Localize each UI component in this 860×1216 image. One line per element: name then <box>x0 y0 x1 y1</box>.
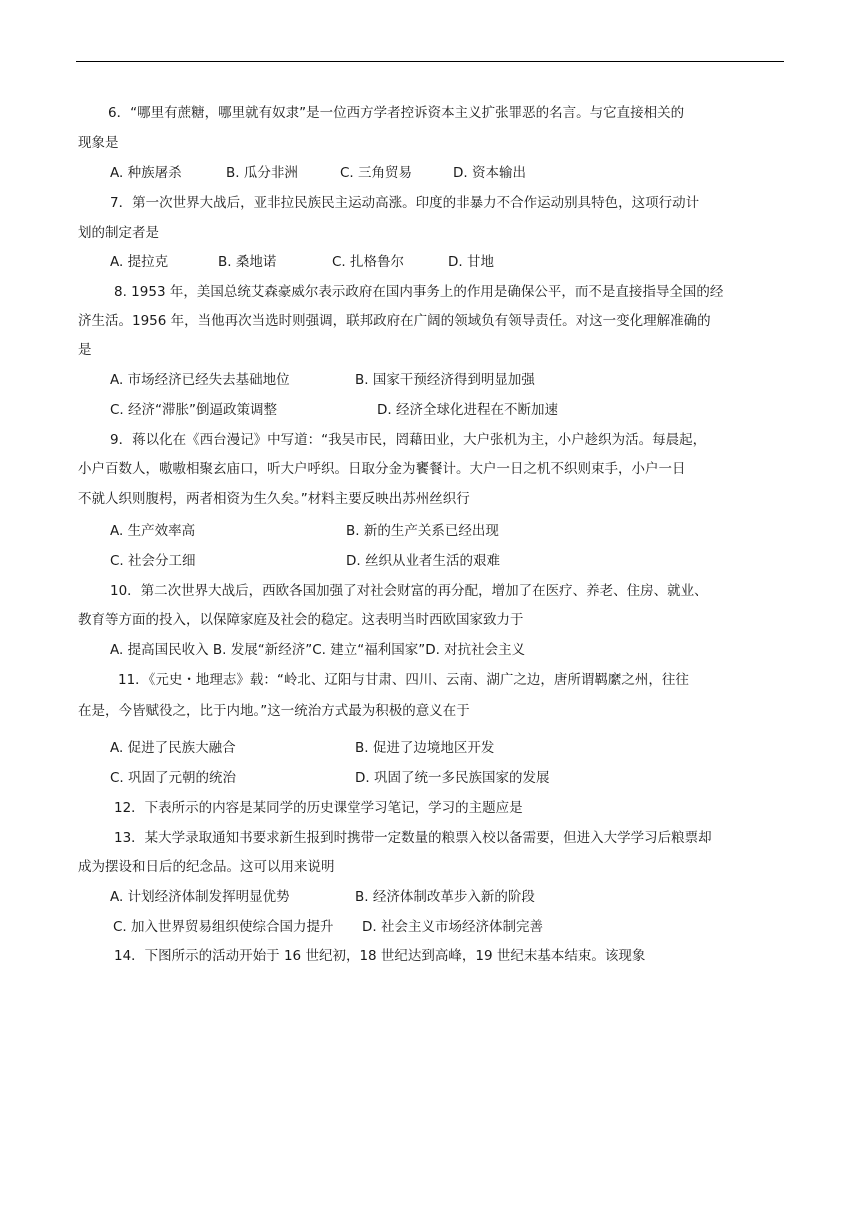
question-13-option-c: C. 加入世界贸易组织使综合国力提升 <box>113 919 334 935</box>
question-12-line-1: 12．下表所示的内容是某同学的历史课堂学习笔记，学习的主题应是 <box>114 800 523 816</box>
question-9-option-a: A. 生产效率高 <box>110 523 196 539</box>
question-11-line-2: 在是，今皆赋役之，比于内地。”这一统治方式最为积极的意义在于 <box>78 703 470 719</box>
question-8-line-1: 8. 1953 年，美国总统艾森豪威尔表示政府在国内事务上的作用是确保公平，而不是直接指导全国的经 <box>114 284 724 300</box>
question-6-line-2: 现象是 <box>78 135 119 151</box>
question-7-line-2: 划的制定者是 <box>78 225 159 241</box>
question-13-line-2: 成为摆设和日后的纪念品。这可以用来说明 <box>78 859 335 875</box>
question-9-option-b: B. 新的生产关系已经出现 <box>346 523 499 539</box>
question-9-option-c: C. 社会分工细 <box>110 553 196 569</box>
question-11-line-1: 11．《元史・地理志》载：“岭北、辽阳与甘肃、四川、云南、湖广之边，唐所谓羁縻之州，往往 <box>118 672 689 688</box>
question-10-options: A. 提高国民收入 B. 发展“新经济”C. 建立“福利国家”D. 对抗社会主义 <box>110 642 526 658</box>
question-11-option-a: A. 促进了民族大融合 <box>110 740 236 756</box>
question-8-option-c: C. 经济“滞胀”倒逼政策调整 <box>110 402 277 418</box>
question-6-option-b: B. 瓜分非洲 <box>226 165 298 181</box>
question-11-option-d: D. 巩固了统一多民族国家的发展 <box>355 770 550 786</box>
question-7-option-d: D. 甘地 <box>448 254 494 270</box>
question-8-option-b: B. 国家干预经济得到明显加强 <box>355 372 535 388</box>
question-7-line-1: 7．第一次世界大战后，亚非拉民族民主运动高涨。印度的非暴力不合作运动别具特色，这项行动计 <box>110 195 700 211</box>
question-9-option-d: D. 丝织从业者生活的艰难 <box>346 553 500 569</box>
question-11-option-c: C. 巩固了元朝的统治 <box>110 770 237 786</box>
question-7-option-b: B. 桑地诺 <box>218 254 277 270</box>
question-8-line-3: 是 <box>78 342 92 358</box>
question-13-option-d: D. 社会主义市场经济体制完善 <box>362 919 543 935</box>
question-6-option-a: A. 种族屠杀 <box>110 165 182 181</box>
question-8-option-a: A. 市场经济已经失去基础地位 <box>110 372 290 388</box>
question-11-option-b: B. 促进了边境地区开发 <box>355 740 495 756</box>
question-13-option-a: A. 计划经济体制发挥明显优势 <box>110 889 290 905</box>
question-9-line-2: 小户百数人，嗷嗷相聚玄庙口，听大户呼织。日取分金为饔餐计。大户一日之机不织则束手，小户一日 <box>78 461 686 477</box>
question-9-line-3: 不就人织则腹枵，两者相资为生久矣。”材料主要反映出苏州丝织行 <box>78 491 470 507</box>
question-7-option-c: C. 扎格鲁尔 <box>332 254 405 270</box>
question-7-option-a: A. 提拉克 <box>110 254 169 270</box>
question-10-line-1: 10．第二次世界大战后，西欧各国加强了对社会财富的再分配，增加了在医疗、养老、住房、就业、 <box>110 583 708 599</box>
question-8-line-2: 济生活。1956 年，当他再次当选时则强调，联邦政府在广阔的领域负有领导责任。对这一变化理解准确的 <box>78 313 711 329</box>
question-13-line-1: 13．某大学录取通知书要求新生报到时携带一定数量的粮票入校以备需要，但进入大学学习后粮票却 <box>114 830 712 846</box>
header-rule <box>76 61 784 62</box>
question-8-option-d: D. 经济全球化进程在不断加速 <box>377 402 558 418</box>
question-13-option-b: B. 经济体制改革步入新的阶段 <box>355 889 535 905</box>
question-6-option-d: D. 资本输出 <box>453 165 526 181</box>
question-14-line-1: 14．下图所示的活动开始于 16 世纪初，18 世纪达到高峰，19 世纪末基本结束。该现象 <box>114 948 646 964</box>
question-6-line-1: 6．“哪里有蔗糖，哪里就有奴隶”是一位西方学者控诉资本主义扩张罪恶的名言。与它直接相关的 <box>108 105 685 121</box>
question-9-line-1: 9．蒋以化在《西台漫记》中写道：“我吴市民，罔藉田业，大户张机为主，小户趁织为活。每晨起， <box>110 432 707 448</box>
question-6-option-c: C. 三角贸易 <box>340 165 413 181</box>
question-10-line-2: 教育等方面的投入，以保障家庭及社会的稳定。这表明当时西欧国家致力于 <box>78 612 524 628</box>
